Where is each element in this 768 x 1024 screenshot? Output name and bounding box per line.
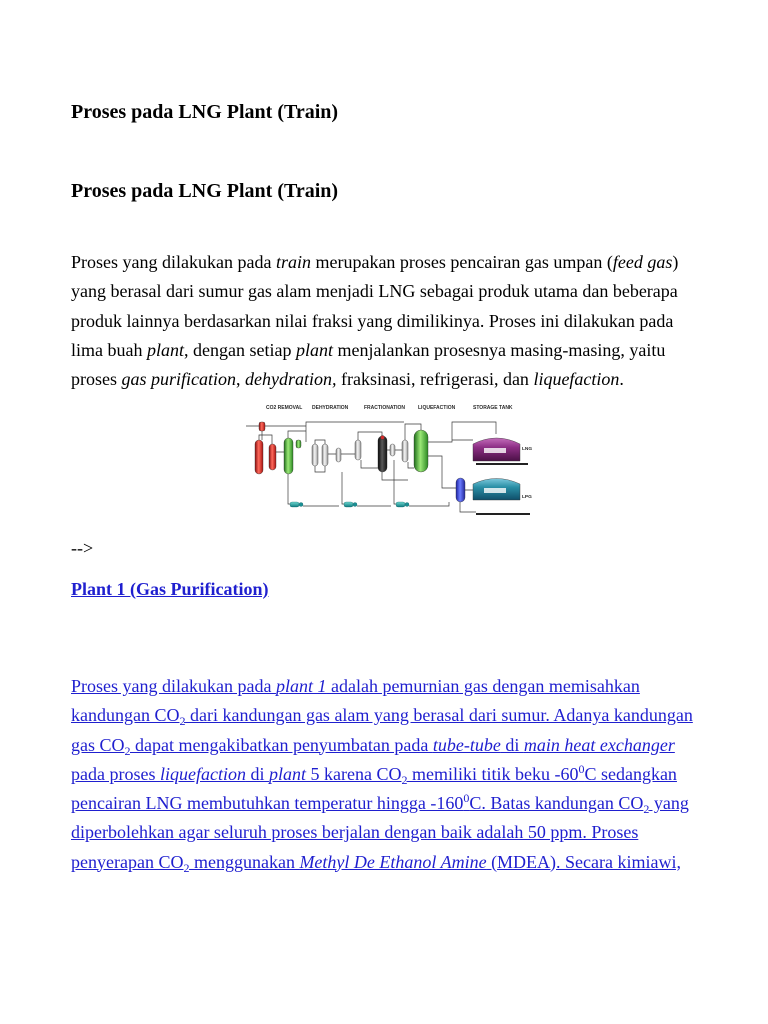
paragraph-line[interactable]	[71, 848, 693, 877]
superscript-text[interactable]: 0	[463, 791, 470, 805]
paragraph-line	[71, 307, 678, 336]
intro-paragraph	[71, 248, 678, 394]
italic-text: plant	[295, 339, 333, 360]
label-lng: LNG	[522, 447, 533, 452]
subscript-text[interactable]: 2	[183, 860, 190, 875]
label-co2-removal: CO2 REMOVAL	[266, 405, 303, 411]
feed-filter-vessel	[259, 422, 265, 431]
text-run[interactable]: dapat mengakibatkan penyumbatan pada	[130, 734, 433, 755]
subscript-text[interactable]: 2	[401, 772, 408, 787]
paragraph-line	[71, 277, 678, 306]
italic-text: feed gas	[612, 252, 673, 272]
text-run[interactable]: adalah pemurnian gas dengan memisahkan	[326, 676, 640, 696]
flash-drum	[269, 444, 276, 470]
text-run: Proses yang dilakukan pada	[71, 252, 276, 272]
italic-text: plant	[146, 339, 184, 360]
text-run[interactable]: pada proses	[71, 763, 160, 784]
pump	[290, 502, 299, 507]
text-run[interactable]: di	[245, 763, 269, 784]
reflux-drum	[390, 444, 395, 456]
text-run[interactable]: 5 karena CO	[306, 763, 402, 784]
paragraph-line[interactable]	[71, 789, 693, 818]
text-run: proses	[71, 369, 122, 389]
tank-plate	[484, 448, 506, 453]
absorber-column	[255, 440, 263, 474]
text-run: merupakan proses pencairan gas umpan (	[310, 252, 613, 272]
lng-loading-jetty	[476, 463, 528, 465]
pump	[396, 502, 405, 507]
pump-motor	[299, 503, 303, 507]
lng-process-flow-diagram	[244, 400, 535, 528]
text-run: )	[672, 252, 679, 272]
regenerator-column	[284, 438, 293, 474]
subscript-text[interactable]: 2	[179, 714, 186, 729]
tank-plate	[484, 488, 506, 493]
subscript-text[interactable]: 2	[643, 802, 650, 816]
dryer-vessel	[312, 444, 318, 466]
lpg-loading-jetty	[476, 513, 530, 515]
text-run[interactable]: C. Batas kandungan CO	[469, 793, 644, 813]
section-body-link[interactable]	[71, 672, 693, 877]
label-fractionation: FRACTIONATION	[364, 405, 406, 411]
dryer-vessel	[322, 444, 328, 466]
text-run[interactable]: penyerapan CO	[71, 851, 184, 872]
text-run[interactable]: Proses yang dilakukan pada	[71, 676, 276, 696]
label-dehydration: DEHYDRATION	[312, 405, 349, 411]
mercury-removal-vessel	[336, 448, 341, 462]
text-run[interactable]: kandungan CO	[71, 705, 180, 726]
italic-text: liquefaction	[533, 369, 620, 389]
text-run[interactable]: dari kandungan gas alam yang berasal dari sumur. Adanya kandungan	[185, 705, 693, 726]
text-run: lima buah	[71, 339, 147, 360]
italic-text[interactable]: tube-tube	[432, 734, 501, 755]
section-heading-link[interactable]: Plant 1 (Gas Purification)	[71, 579, 269, 599]
flash-separator	[456, 478, 465, 502]
text-run[interactable]: di	[500, 734, 524, 755]
text-run: ,	[236, 369, 246, 389]
text-run: , dengan setiap	[184, 339, 296, 360]
text-run[interactable]: menggunakan	[189, 851, 300, 872]
main-heat-exchanger	[414, 430, 428, 472]
paragraph-line[interactable]	[71, 818, 693, 847]
pump-motor	[353, 503, 357, 507]
pump	[344, 502, 353, 507]
paragraph-line[interactable]	[71, 760, 693, 789]
pump-motor	[405, 503, 409, 507]
text-run[interactable]: pencairan LNG membutuhkan temperatur hingga -160	[71, 793, 464, 813]
italic-text: train	[275, 252, 311, 272]
separator-text: -->	[71, 538, 94, 558]
italic-text[interactable]: Methyl De Ethanol Amine	[299, 851, 487, 872]
text-run: fraksinasi, refrigerasi, dan	[336, 369, 534, 389]
text-run[interactable]: C sedangkan	[584, 763, 677, 784]
paragraph-line	[71, 336, 678, 365]
paragraph-line[interactable]	[71, 731, 693, 760]
text-run: .	[619, 369, 624, 389]
italic-text[interactable]: liquefaction	[159, 763, 246, 784]
separator-drum	[402, 440, 408, 462]
text-run[interactable]: (MDEA). Secara kimiawi,	[486, 851, 682, 872]
column-top-marker	[381, 436, 385, 440]
label-lpg: LPG	[522, 495, 532, 500]
feed-drum	[355, 440, 361, 460]
text-run[interactable]: gas CO	[71, 734, 125, 755]
italic-text: dehydration,	[245, 369, 337, 389]
paragraph-line[interactable]	[71, 701, 693, 730]
label-storage-tank: STORAGE TANK	[473, 405, 513, 411]
label-liquefaction: LIQUEFACTION	[418, 405, 456, 411]
text-run[interactable]: memiliki titik beku -60	[407, 763, 579, 784]
italic-text: gas purification	[121, 369, 237, 389]
italic-text[interactable]: plant	[268, 763, 306, 784]
subscript-text[interactable]: 2	[124, 743, 131, 758]
superscript-text[interactable]: 0	[578, 761, 585, 776]
document-title: Proses pada LNG Plant (Train)	[71, 101, 339, 123]
article-heading: Proses pada LNG Plant (Train)	[71, 180, 339, 202]
text-run[interactable]: diperbolehkan agar seluruh proses berjalan dengan baik adalah 50 ppm. Proses	[71, 822, 639, 843]
text-run: yang berasal dari sumur gas alam menjadi LNG sebagai produk utama dan beberapa	[71, 281, 678, 302]
italic-text[interactable]: main heat exchanger	[523, 734, 675, 755]
paragraph-line	[71, 248, 678, 277]
text-run: menjalankan prosesnya masing-masing, yaitu	[332, 339, 666, 360]
paragraph-line	[71, 365, 678, 394]
paragraph-line[interactable]	[71, 672, 693, 701]
text-run: produk lainnya berdasarkan nilai fraksi yang dimilikinya. Proses ini dilakukan pada	[71, 310, 674, 331]
reflux-drum	[296, 440, 301, 448]
text-run[interactable]: yang	[649, 793, 689, 813]
italic-text[interactable]: plant 1	[275, 676, 327, 696]
scrub-column	[378, 436, 387, 472]
